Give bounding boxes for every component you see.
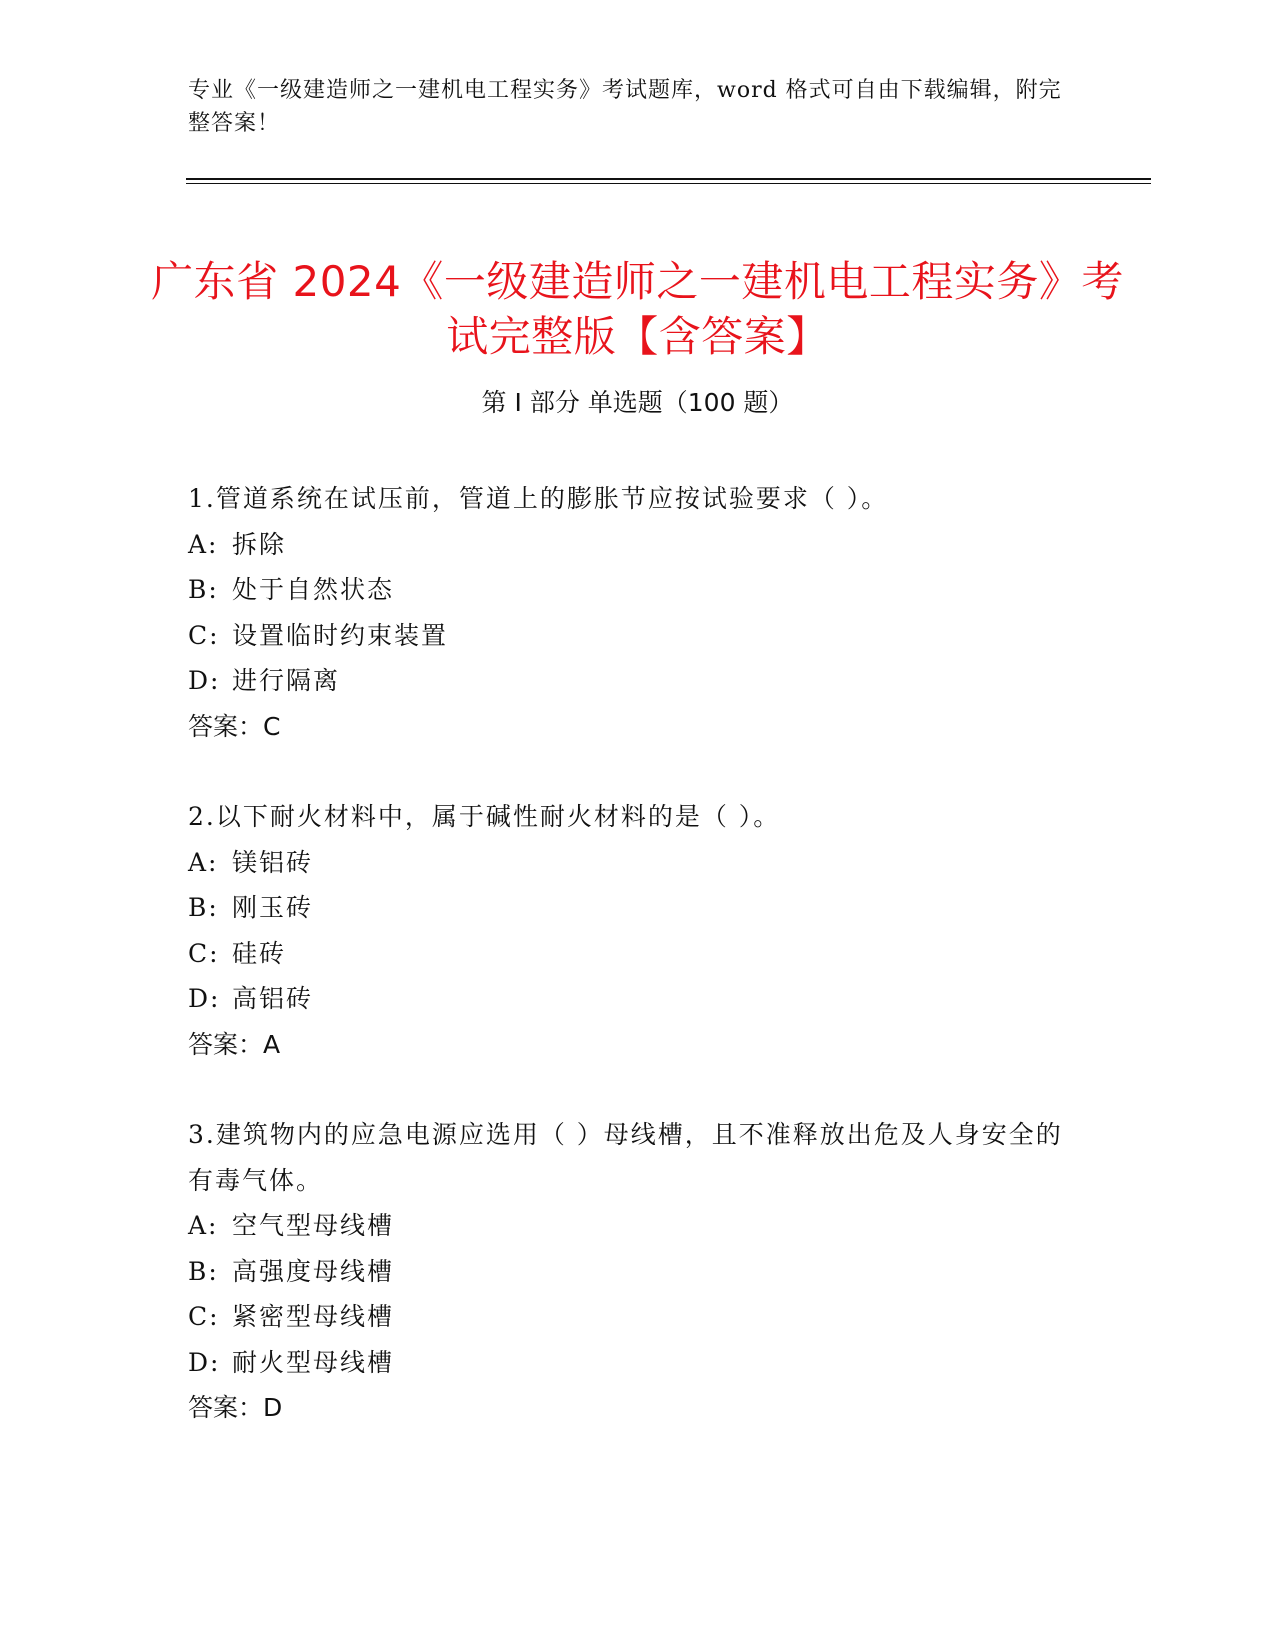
option-text: 进行隔离 xyxy=(232,666,341,695)
option-text: 设置临时约束装置 xyxy=(232,620,449,650)
option-b xyxy=(188,1249,1088,1295)
option-c xyxy=(188,931,1088,977)
option-letter: B: xyxy=(188,893,219,922)
option-d xyxy=(188,1340,1088,1386)
option-text: 耐火型母线槽 xyxy=(232,1347,395,1377)
option-text: 硅砖 xyxy=(232,938,287,968)
option-c xyxy=(188,1294,1088,1340)
option-letter: A: xyxy=(188,1211,219,1240)
document-title: 广东省 2024《一级建造师之一建机电工程实务》考试完整版【含答案】 xyxy=(151,257,1124,362)
option-letter: C: xyxy=(188,1302,220,1331)
question-3 xyxy=(188,1112,1088,1431)
option-text: 处于自然状态 xyxy=(232,575,395,604)
option-letter: D: xyxy=(188,1347,221,1377)
question-stem: 3.建筑物内的应急电源应选用（ ）母线槽，且不准释放出危及人身安全的有毒气体。 xyxy=(188,1120,1063,1195)
option-d xyxy=(188,658,1088,704)
question-1 xyxy=(188,476,1088,749)
header-note: 专业《一级建造师之一建机电工程实务》考试题库，word 格式可自由下载编辑，附完整答案！ xyxy=(188,78,1062,136)
option-a xyxy=(188,1203,1088,1249)
option-letter: B: xyxy=(188,575,219,604)
option-text: 刚玉砖 xyxy=(232,893,314,922)
option-text: 高强度母线槽 xyxy=(232,1256,395,1286)
option-a xyxy=(188,840,1088,886)
question-stem: 1.管道系统在试压前，管道上的膨胀节应按试验要求（ ）。 xyxy=(188,484,889,513)
option-c xyxy=(188,613,1088,659)
option-d xyxy=(188,976,1088,1022)
option-text: 拆除 xyxy=(232,529,287,559)
header-divider-thick xyxy=(186,178,1151,180)
option-letter: B: xyxy=(188,1256,219,1286)
answer-text: 答案：C xyxy=(188,711,281,741)
option-letter: C: xyxy=(188,620,220,650)
option-letter: A: xyxy=(188,529,219,559)
option-text: 空气型母线槽 xyxy=(232,1211,395,1240)
option-b xyxy=(188,567,1088,613)
option-letter: D: xyxy=(188,666,221,695)
question-list xyxy=(188,476,1088,1476)
section-title: 第 I 部分 单选题（100 题） xyxy=(481,388,794,417)
option-text: 紧密型母线槽 xyxy=(232,1302,395,1331)
option-text: 镁铝砖 xyxy=(232,847,314,877)
question-stem: 2.以下耐火材料中，属于碱性耐火材料的是（ ）。 xyxy=(188,802,781,831)
option-letter: A: xyxy=(188,847,219,877)
option-letter: D: xyxy=(188,984,221,1013)
option-a xyxy=(188,522,1088,568)
option-letter: C: xyxy=(188,938,220,968)
answer-text: 答案：D xyxy=(188,1393,283,1422)
answer-text: 答案：A xyxy=(188,1029,281,1059)
option-text: 高铝砖 xyxy=(232,984,314,1013)
header-divider-thin xyxy=(186,183,1151,184)
option-b xyxy=(188,885,1088,931)
question-2 xyxy=(188,794,1088,1067)
